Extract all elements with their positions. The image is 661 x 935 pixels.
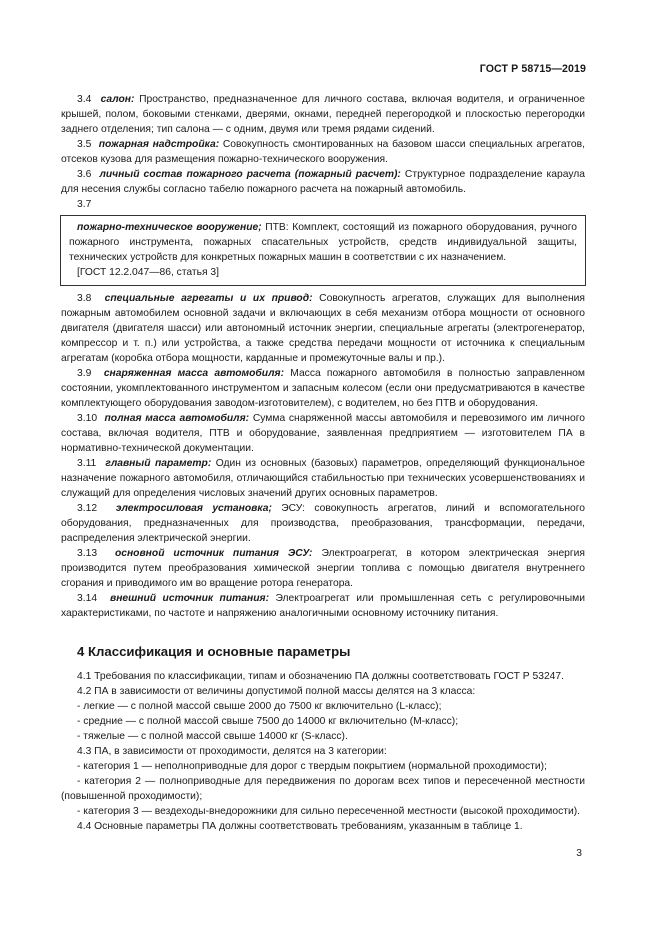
term-definition: ПТВ: Комплект, состоящий из пожарного оборудования, ручного пожарного инструмента, пожарных спасательных устройств, средств индивидуальной защиты, технических устройств для конкретных пожарных машин в соответствии с их назначением. xyxy=(69,222,577,263)
source-reference: [ГОСТ 12.2.047—86, статья 3] xyxy=(77,267,220,278)
term-entry-3-9: 3.9 снаряженная масса автомобиля: Масса пожарного автомобиля в полностью заправленном состоянии, укомплектованного инструментом и запасным колесом (если они предусматриваются в качестве комплектующего оборудования заводом-изготовителем), с водителем, но без ПТВ и оборудования. xyxy=(61,368,585,409)
boxed-term-entry xyxy=(69,220,577,265)
term-name: пожарно-техническое вооружение; xyxy=(77,222,262,233)
term-definition: Электроагрегат или промышленная сеть с регулировочными характеристиками, по частоте и напряжению аналогичными основному источнику питания. xyxy=(61,593,585,619)
section-paragraph: 4.3 ПА, в зависимости от проходимости, делятся на 3 категории: xyxy=(77,746,387,757)
term-name: салон: xyxy=(100,94,135,105)
term-name: личный состав пожарного расчета (пожарный расчет): xyxy=(99,169,401,180)
list-item: - категория 1 — неполноприводные для дорог с твердым покрытием (нормальной проходимости); xyxy=(77,761,547,772)
term-entry-3-10: 3.10 полная масса автомобиля: Сумма снаряженной массы автомобиля и перевозимого им личного состава, включая водителя, ПТВ и оборудование, заявленная предприятием — изготовителем ПА в нормативно-технической документации. xyxy=(61,413,585,454)
term-definition: Совокупность агрегатов, служащих для выполнения пожарным автомобилем основной задачи и включающих в себя механизм отбора мощности от основного двигателя (двигателя шасси) или автономный источник энергии, специальные агрегаты (электрогенератор, компрессор и т. п.) или устройства, а также средства передачи мощности от источника к специальным агрегатам (коробка отбора мощности, карданные и промежуточные валы и пр.). xyxy=(61,293,585,364)
term-entry-3-7: 3.7 xyxy=(77,199,92,210)
term-definition: Электроагрегат, в котором электрическая энергия производится путем преобразования химической энергии топлива с помощью двигателя внутреннего сгорания и приводимого им во вращение ротора генератора. xyxy=(61,548,585,589)
list-item: - легкие — с полной массой свыше 2000 до 7500 кг включительно (L-класс); xyxy=(77,701,442,712)
list-item: - категория 2 — полноприводные для передвижения по дорогам всех типов и пересеченной местности (повышенной проходимости); xyxy=(61,776,585,802)
term-entry-3-13: 3.13 основной источник питания ЭСУ: Электроагрегат, в котором электрическая энергия производится путем преобразования химической энергии топлива с помощью двигателя внутреннего сгорания и приводимого им во вращение ротора генератора. xyxy=(61,548,585,589)
term-entry-3-6: 3.6 личный состав пожарного расчета (пожарный расчет): Структурное подразделение караула для несения службы согласно табелю пожарного расчета на пожарный автомобиль. xyxy=(61,169,585,195)
term-definition: ЭСУ: совокупность агрегатов, линий и вспомогательного оборудования, предназначенных для производства, преобразования, трансформации, передачи, распределения электрической энергии. xyxy=(61,503,585,544)
quoted-term-box xyxy=(60,215,586,286)
term-name: главный параметр: xyxy=(105,458,212,469)
term-name: снаряженная масса автомобиля: xyxy=(103,368,284,379)
list-item: - тяжелые — с полной массой свыше 14000 кг (S-класс). xyxy=(77,731,348,742)
term-name: специальные агрегаты и их привод: xyxy=(104,293,313,304)
section-paragraph: 4.4 Основные параметры ПА должны соответствовать требованиям, указанным в таблице 1. xyxy=(77,821,523,832)
page-content xyxy=(61,92,585,834)
term-definition: Один из основных (базовых) параметров, определяющий функциональное назначение пожарного автомобиля, отличающийся стабильностью при технических усовершенствованиях и служащий для определения числовых значений других основных параметров. xyxy=(61,458,585,499)
section-paragraph: 4.2 ПА в зависимости от величины допустимой полной массы делятся на 3 класса: xyxy=(77,686,476,697)
term-entry-3-4: 3.4 салон: Пространство, предназначенное для личного состава, включая водителя, и ограниченное крышей, полом, боковыми стенками, дверями, окнами, передней перегородкой и плоскостью перегородки заднего отделения; тип салона — с одним, двумя или тремя рядами сидений. xyxy=(61,94,585,135)
term-name: пожарная надстройка: xyxy=(98,139,220,150)
term-definition: Пространство, предназначенное для личного состава, включая водителя, и ограниченное крышей, полом, боковыми стенками, дверями, окнами, передней перегородкой и плоскостью перегородки заднего отделения; тип салона — с одним, двумя или тремя рядами сидений. xyxy=(61,94,585,135)
term-entry-3-11: 3.11 главный параметр: Один из основных (базовых) параметров, определяющий функциональное назначение пожарного автомобиля, отличающийся стабильностью при технических усовершенствованиях и служащий для определения числовых значений других основных параметров. xyxy=(61,458,585,499)
term-name: полная масса автомобиля: xyxy=(104,413,250,424)
term-definition: Структурное подразделение караула для несения службы согласно табелю пожарного расчета на пожарный автомобиль. xyxy=(61,169,585,195)
list-item: - средние — с полной массой свыше 7500 до 14000 кг включительно (М-класс); xyxy=(77,716,459,727)
term-name: внешний источник питания: xyxy=(109,593,270,604)
section-heading: 4 Классификация и основные параметры xyxy=(77,644,351,659)
section-paragraph: 4.1 Требования по классификации, типам и обозначению ПА должны соответствовать ГОСТ Р 53247. xyxy=(77,671,564,682)
term-entry-3-12: 3.12 электросиловая установка; ЭСУ: совокупность агрегатов, линий и вспомогательного оборудования, предназначенных для производства, преобразования, трансформации, передачи, распределения электрической энергии. xyxy=(61,503,585,544)
list-item: - категория 3 — вездеходы-внедорожники для сильно пересеченной местности (высокой проходимости). xyxy=(77,806,580,817)
term-definition: Масса пожарного автомобиля в полностью заправленном состоянии, укомплектованного инструментом и запасным колесом (если они предусматриваются в качестве комплектующего оборудования заводом-изготовителем), с водителем, но без ПТВ и оборудования. xyxy=(61,368,585,409)
term-entry-3-8: 3.8 специальные агрегаты и их привод: Совокупность агрегатов, служащих для выполнения пожарным автомобилем основной задачи и включающих в себя механизм отбора мощности от основного двигателя (двигателя шасси) или автономный источник энергии, специальные агрегаты (электрогенератор, компрессор и т. п.) или устройства, а также средства передачи мощности от источника к специальным агрегатам (коробка отбора мощности, карданные и промежуточные валы и пр.). xyxy=(61,293,585,364)
term-name: основной источник питания ЭСУ: xyxy=(114,548,313,559)
term-name: электросиловая установка; xyxy=(115,503,272,514)
term-definition: Совокупность смонтированных на базовом шасси специальных агрегатов, отсеков кузова для размещения пожарно-технического вооружения. xyxy=(61,139,585,165)
term-definition: Сумма снаряженной массы автомобиля и перевозимого им личного состава, включая водителя, ПТВ и оборудование, заявленная предприятием — изготовителем ПА в нормативно-технической документации. xyxy=(61,413,585,454)
term-entry-3-14: 3.14 внешний источник питания: Электроагрегат или промышленная сеть с регулировочными характеристиками, по частоте и напряжению аналогичными основному источнику питания. xyxy=(61,593,585,619)
page-number: 3 xyxy=(576,848,582,859)
document-header: ГОСТ Р 58715—2019 xyxy=(479,63,586,75)
term-entry-3-5: 3.5 пожарная надстройка: Совокупность смонтированных на базовом шасси специальных агрегатов, отсеков кузова для размещения пожарно-технического вооружения. xyxy=(61,139,585,165)
